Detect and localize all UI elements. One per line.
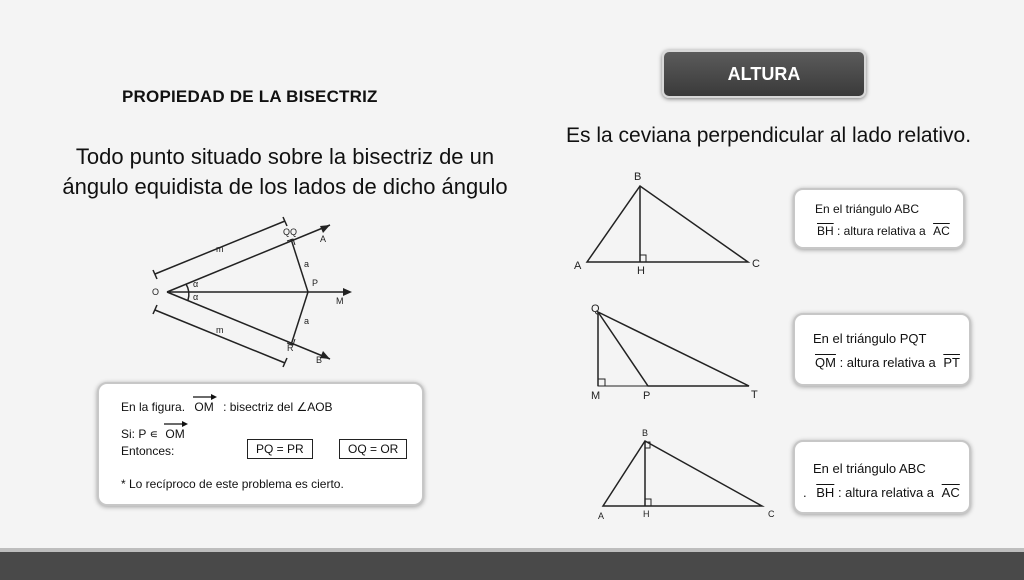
equation-pq-pr: PQ = PR (247, 439, 313, 459)
box1-seg: $\overline{BH}$ (817, 224, 834, 238)
box2-line1: En el triángulo PQT (813, 331, 927, 346)
altura-box-abc-2 (793, 440, 971, 514)
label-a-bottom: a (304, 316, 310, 326)
label-alpha-top: α (193, 279, 199, 289)
label-b: B (316, 355, 323, 365)
triangle-abc-2 (603, 441, 762, 506)
fig1-label-c: C (752, 258, 760, 270)
fig2-label-t: T (751, 389, 758, 401)
fig3-label-b: B (642, 428, 649, 438)
box1-side: $\overline{AC}$ (933, 224, 950, 238)
box2-side: $\overline{PT}$ (943, 355, 960, 370)
box-line2 (121, 427, 185, 441)
box2-line2 (815, 355, 960, 370)
label-a-top: a (304, 259, 310, 269)
fig1-label-h: H (637, 265, 645, 277)
fig2-label-p: P (643, 390, 651, 402)
reciproco-note: * Lo recíproco de este problema es cierto. (121, 477, 344, 491)
label-o: O (152, 287, 160, 297)
triangle-pqt-figure (585, 300, 775, 408)
box1-line2 (817, 224, 950, 238)
altura-badge: ALTURA (662, 50, 866, 98)
triangle-abc (587, 186, 748, 262)
box3-line2 (803, 485, 960, 500)
arrow-m (343, 288, 352, 296)
label-q2: Q (290, 227, 298, 237)
box3-dot: . (803, 485, 807, 500)
box-line1 (121, 400, 333, 414)
box3-seg: $\overline{BH}$ (816, 485, 835, 500)
fig3-label-a: A (598, 511, 605, 521)
vector-om-text: OM (194, 400, 214, 414)
box1-mid: : altura relativa a (837, 224, 926, 238)
fig1-label-a: A (574, 260, 582, 272)
fig2-label-m: M (591, 390, 601, 402)
fig1-label-b: B (634, 171, 642, 183)
triangle-pqt (598, 312, 749, 386)
bisectriz-statement: Todo punto situado sobre la bisectriz de un ángulo equidista de los lados de dicho ángulo (62, 144, 508, 199)
box3-mid: : altura relativa a (837, 485, 935, 500)
vector-arrow-icon (192, 393, 218, 401)
line2-prefix: Si: P ∊ (121, 427, 159, 441)
label-r: R (287, 343, 294, 353)
label-m-bottom: m (216, 325, 224, 335)
label-m: M (336, 296, 344, 306)
box3-side: $\overline{AC}$ (941, 485, 960, 500)
line1-prefix: En la figura. (121, 400, 186, 414)
vector-om-2-text: OM (165, 427, 185, 441)
arrow-a (320, 225, 330, 233)
fig3-label-h: H (643, 509, 650, 519)
entonces-label: Entonces: (121, 444, 175, 458)
triangle-abc-right-figure (590, 426, 780, 522)
fig3-label-c: C (768, 509, 775, 519)
box1-line1: En el triángulo ABC (815, 202, 920, 216)
dim-line-bottom (155, 310, 285, 363)
bisectriz-box (97, 382, 424, 506)
vector-om-2 (165, 427, 184, 441)
line1-suffix: : bisectriz del ∠AOB (223, 400, 333, 414)
box2-seg: $\overline{QM}$ (815, 355, 836, 370)
label-m-top: m (216, 244, 224, 254)
triangle-abc-figure (570, 166, 770, 280)
bisectriz-title: PROPIEDAD DE LA BISECTRIZ (122, 87, 378, 106)
box2-mid: : altura relativa a (839, 355, 936, 370)
altura-box-pqt (793, 313, 971, 386)
fig2-label-q: Q (591, 303, 600, 315)
altura-box-abc (793, 188, 965, 249)
box3-line1: En el triángulo ABC (813, 461, 926, 476)
label-a: A (320, 234, 327, 244)
label-p: P (312, 278, 319, 288)
altura-definition: Es la ceviana perpendicular al lado relativo. (566, 124, 972, 147)
footer-bar (0, 548, 1024, 580)
bisector-figure (140, 215, 370, 375)
label-alpha-bottom: α (193, 292, 199, 302)
vector-om (194, 400, 213, 414)
equation-oq-or: OQ = OR (339, 439, 407, 459)
label-q1: Q (283, 227, 291, 237)
vector-arrow-icon (163, 420, 189, 428)
